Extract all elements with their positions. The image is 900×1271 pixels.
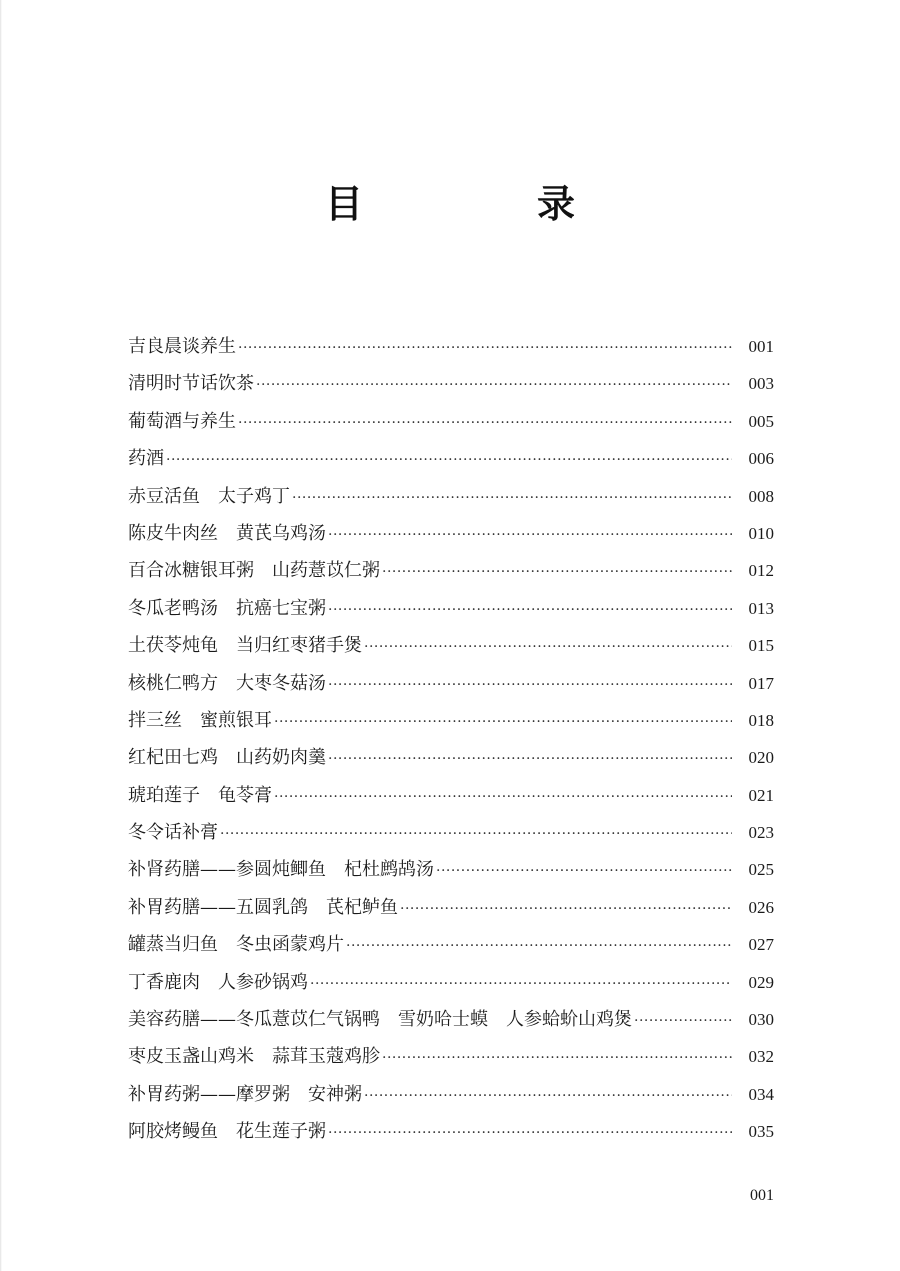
toc-entry-page: 035	[748, 1122, 774, 1142]
toc-entry[interactable]	[128, 403, 774, 440]
toc-entry-page: 021	[748, 785, 774, 805]
toc-entry-title: 赤豆活鱼 太子鸡丁	[128, 485, 290, 507]
dot-leader	[292, 480, 732, 517]
toc-entry[interactable]	[128, 328, 774, 365]
dot-leader	[364, 1078, 732, 1115]
toc-entry-title: 葡萄酒与养生	[128, 410, 236, 432]
toc-entry-page: 015	[748, 636, 774, 656]
dot-leader	[238, 330, 732, 367]
dot-leader	[274, 779, 732, 816]
toc-entry[interactable]	[128, 590, 774, 627]
toc-entry-page: 034	[748, 1084, 774, 1104]
toc-entry-page: 012	[748, 561, 774, 581]
toc-entry[interactable]	[128, 515, 774, 552]
dot-leader	[166, 442, 732, 479]
toc-entry-title: 红杞田七鸡 山药奶肉羹	[128, 747, 326, 769]
toc-entry[interactable]	[128, 1113, 774, 1150]
toc-entry[interactable]	[128, 627, 774, 664]
dot-leader	[382, 554, 732, 591]
toc-entry-page: 025	[748, 860, 774, 880]
toc-entry[interactable]	[128, 440, 774, 477]
toc-entry[interactable]	[128, 964, 774, 1001]
dot-leader	[382, 1040, 732, 1077]
toc-entry-title: 枣皮玉盏山鸡米 蒜茸玉蔻鸡胗	[128, 1046, 380, 1068]
toc-entry[interactable]	[128, 478, 774, 515]
toc-entry-title: 冬瓜老鸭汤 抗癌七宝粥	[128, 597, 326, 619]
toc-entry[interactable]	[128, 1001, 774, 1038]
dot-leader	[310, 966, 732, 1003]
dot-leader	[328, 517, 732, 554]
toc-entry-title: 陈皮牛肉丝 黄芪乌鸡汤	[128, 522, 326, 544]
toc-entry-title: 罐蒸当归鱼 冬虫函蒙鸡片	[128, 934, 344, 956]
toc-entry-page: 006	[748, 449, 774, 469]
toc-entry-title: 丁香鹿肉 人参砂锅鸡	[128, 971, 308, 993]
page-number: 001	[750, 1187, 774, 1204]
toc-entry-title: 阿胶烤鳗鱼 花生莲子粥	[128, 1121, 326, 1143]
toc-entry[interactable]	[128, 365, 774, 402]
toc-entry-title: 冬令话补膏	[128, 822, 218, 844]
toc-entry[interactable]	[128, 702, 774, 739]
toc-entry-title: 药酒	[128, 448, 164, 470]
toc-entry-title: 清明时节话饮茶	[128, 373, 254, 395]
toc-entry-title: 补肾药膳——参圆炖鲫鱼 杞杜鹧鸪汤	[128, 859, 434, 881]
dot-leader	[328, 592, 732, 629]
toc-entry-page: 023	[748, 823, 774, 843]
dot-leader	[256, 367, 732, 404]
toc-entry-title: 土茯苓炖龟 当归红枣猪手煲	[128, 635, 362, 657]
toc-entry-page: 030	[748, 1010, 774, 1030]
toc-entry-page: 017	[748, 673, 774, 693]
toc-entry-page: 010	[748, 523, 774, 543]
dot-leader	[364, 629, 732, 666]
dot-leader	[328, 741, 732, 778]
toc-entry-page: 003	[748, 374, 774, 394]
toc-entry-title: 拌三丝 蜜煎银耳	[128, 709, 272, 731]
dot-leader	[436, 853, 732, 890]
toc-entry[interactable]	[128, 665, 774, 702]
toc-entry[interactable]	[128, 1038, 774, 1075]
toc-entry-title: 核桃仁鸭方 大枣冬菇汤	[128, 672, 326, 694]
toc-entry-page: 029	[748, 972, 774, 992]
toc-entry-page: 008	[748, 486, 774, 506]
toc-entry-title: 百合冰糖银耳粥 山药薏苡仁粥	[128, 560, 380, 582]
toc-entry-title: 补胃药粥——摩罗粥 安神粥	[128, 1083, 362, 1105]
toc-entry-page: 032	[748, 1047, 774, 1067]
toc-entry[interactable]	[128, 814, 774, 851]
dot-leader	[274, 704, 732, 741]
toc-entry-page: 005	[748, 411, 774, 431]
toc-entry-title: 美容药膳——冬瓜薏苡仁气锅鸭 雪奶哈士蟆 人参蛤蚧山鸡煲	[128, 1009, 632, 1031]
toc-entry[interactable]	[128, 889, 774, 926]
dot-leader	[328, 667, 732, 704]
toc-entry-page: 026	[748, 897, 774, 917]
toc-entry-page: 018	[748, 710, 774, 730]
toc-entry-title: 吉良晨谈养生	[128, 336, 236, 357]
toc-entry-page: 013	[748, 598, 774, 618]
toc-entry-title: 琥珀莲子 龟苓膏	[128, 784, 272, 806]
toc-entry[interactable]	[128, 777, 774, 814]
toc-entry-page: 020	[748, 748, 774, 768]
toc-entry[interactable]	[128, 739, 774, 776]
table-of-contents	[128, 328, 774, 1151]
toc-entry[interactable]	[128, 552, 774, 589]
toc-entry-title: 补胃药膳——五圆乳鸽 芪杞鲈鱼	[128, 896, 398, 918]
dot-leader	[400, 891, 732, 928]
dot-leader	[328, 1115, 732, 1152]
toc-entry[interactable]	[128, 1076, 774, 1113]
dot-leader	[346, 928, 732, 965]
toc-entry[interactable]	[128, 926, 774, 963]
page-title: 目 录	[324, 182, 643, 226]
dot-leader	[634, 1003, 732, 1040]
dot-leader	[238, 405, 732, 442]
toc-entry-page: 027	[748, 935, 774, 955]
toc-entry-page: 001	[748, 337, 774, 356]
toc-entry[interactable]	[128, 851, 774, 888]
dot-leader	[220, 816, 732, 853]
